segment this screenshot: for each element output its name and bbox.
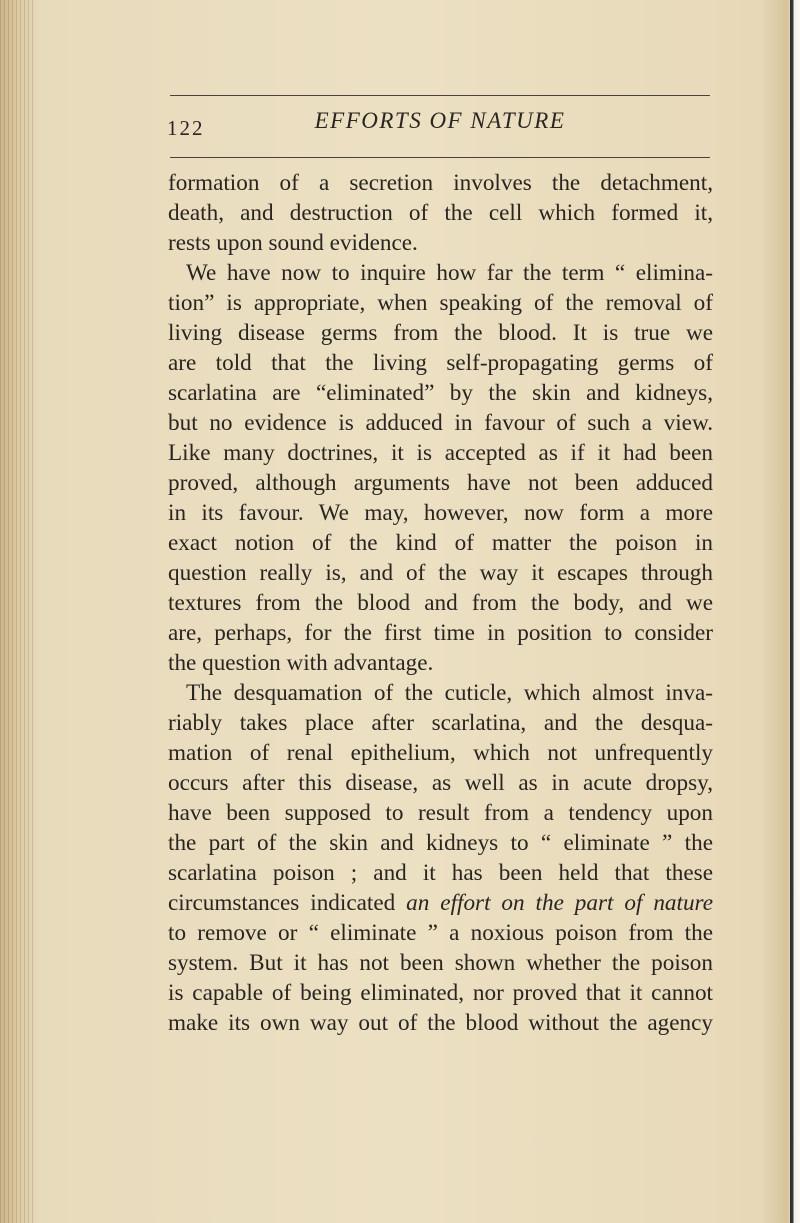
text-line: make its own way out of the blood without the agency: [168, 1010, 713, 1036]
text-line: textures from the blood and from the body, and we: [168, 590, 713, 616]
text-line: the question with advantage.: [168, 650, 434, 676]
page-number: 122: [167, 116, 205, 140]
text-line: [168, 888, 713, 918]
text-line: the part of the skin and kidneys to “ eliminate ” the: [168, 830, 713, 856]
text-line: but no evidence is adduced in favour of such a view.: [168, 410, 713, 436]
header-rule-top: [170, 95, 710, 96]
text-line: scarlatina poison ; and it has been held that these: [168, 860, 713, 886]
page-right-edge: [790, 0, 800, 1223]
text-line: Like many doctrines, it is accepted as if it had been: [168, 440, 713, 466]
text-line: riably takes place after scarlatina, and the desqua-: [168, 710, 713, 736]
text-line: is capable of being eliminated, nor proved that it cannot: [168, 980, 713, 1006]
text-line: death, and destruction of the cell which formed it,: [168, 200, 713, 226]
text-line: We have now to inquire how far the term “ elimina-: [186, 260, 713, 286]
running-title: EFFORTS OF NATURE: [314, 108, 566, 133]
body-text: [168, 168, 713, 1038]
text-line: are told that the living self-propagating germs of: [168, 350, 713, 376]
text-line: proved, although arguments have not been adduced: [168, 470, 713, 496]
book-gutter-edge: [0, 0, 34, 1223]
text-line: living disease germs from the blood. It is true we: [168, 320, 713, 346]
text-line: mation of renal epithelium, which not unfrequently: [168, 740, 713, 766]
text-line: are, perhaps, for the first time in position to consider: [168, 620, 713, 646]
text-line: system. But it has not been shown whether the poison: [168, 950, 713, 976]
text-fragment: circumstances indicated: [168, 890, 396, 916]
emphasis-text: an effort on the part of nature: [406, 890, 713, 916]
text-line: in its favour. We may, however, now form a more: [168, 500, 713, 526]
text-line: tion” is appropriate, when speaking of the removal of: [168, 290, 713, 316]
text-line: The desquamation of the cuticle, which almost inva-: [186, 680, 713, 706]
text-line: exact notion of the kind of matter the poison in: [168, 530, 713, 556]
text-line: scarlatina are “eliminated” by the skin and kidneys,: [168, 380, 713, 406]
text-line: formation of a secretion involves the detachment,: [168, 170, 713, 196]
text-line: occurs after this disease, as well as in acute dropsy,: [168, 770, 713, 796]
header-rule-bottom: [170, 157, 710, 158]
text-line: to remove or “ eliminate ” a noxious poison from the: [168, 920, 713, 946]
text-line: question really is, and of the way it escapes through: [168, 560, 713, 586]
text-line: have been supposed to result from a tendency upon: [168, 800, 713, 826]
text-line: rests upon sound evidence.: [168, 230, 418, 256]
